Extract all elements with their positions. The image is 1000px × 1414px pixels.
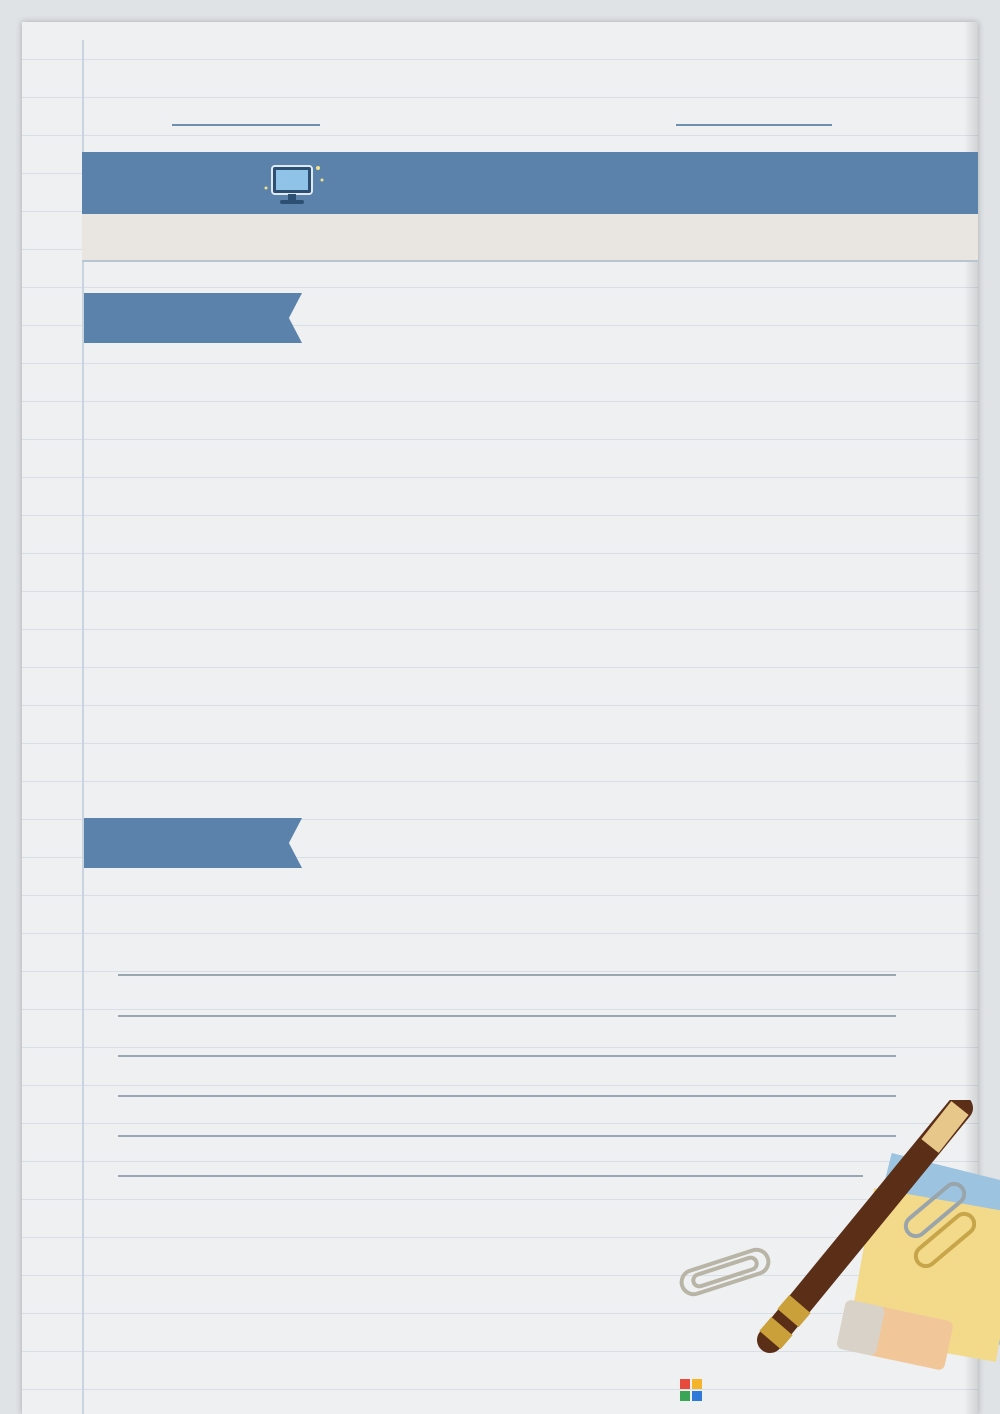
stationery-illustration [660,1100,1000,1400]
answer-line[interactable] [118,974,896,976]
option-d[interactable] [122,654,912,718]
header-rule-left [172,124,320,126]
option-a[interactable] [122,444,912,508]
answer-line[interactable] [118,1055,896,1057]
option-b[interactable] [122,514,912,578]
answer-line[interactable] [118,1015,896,1017]
theme-bar [82,214,978,262]
monitor-icon [260,158,330,208]
topic-banner [82,152,978,214]
option-c[interactable] [122,584,912,648]
answer-line[interactable] [118,1095,896,1097]
question-3-tag [84,818,302,868]
option-e[interactable] [122,724,912,788]
header-rule-right [676,124,832,126]
spiral-binding-icon [0,40,70,1414]
liveworksheets-logo-icon [680,1379,702,1401]
question-2-tag [84,293,302,343]
spiral-binding-icon [70,8,950,68]
